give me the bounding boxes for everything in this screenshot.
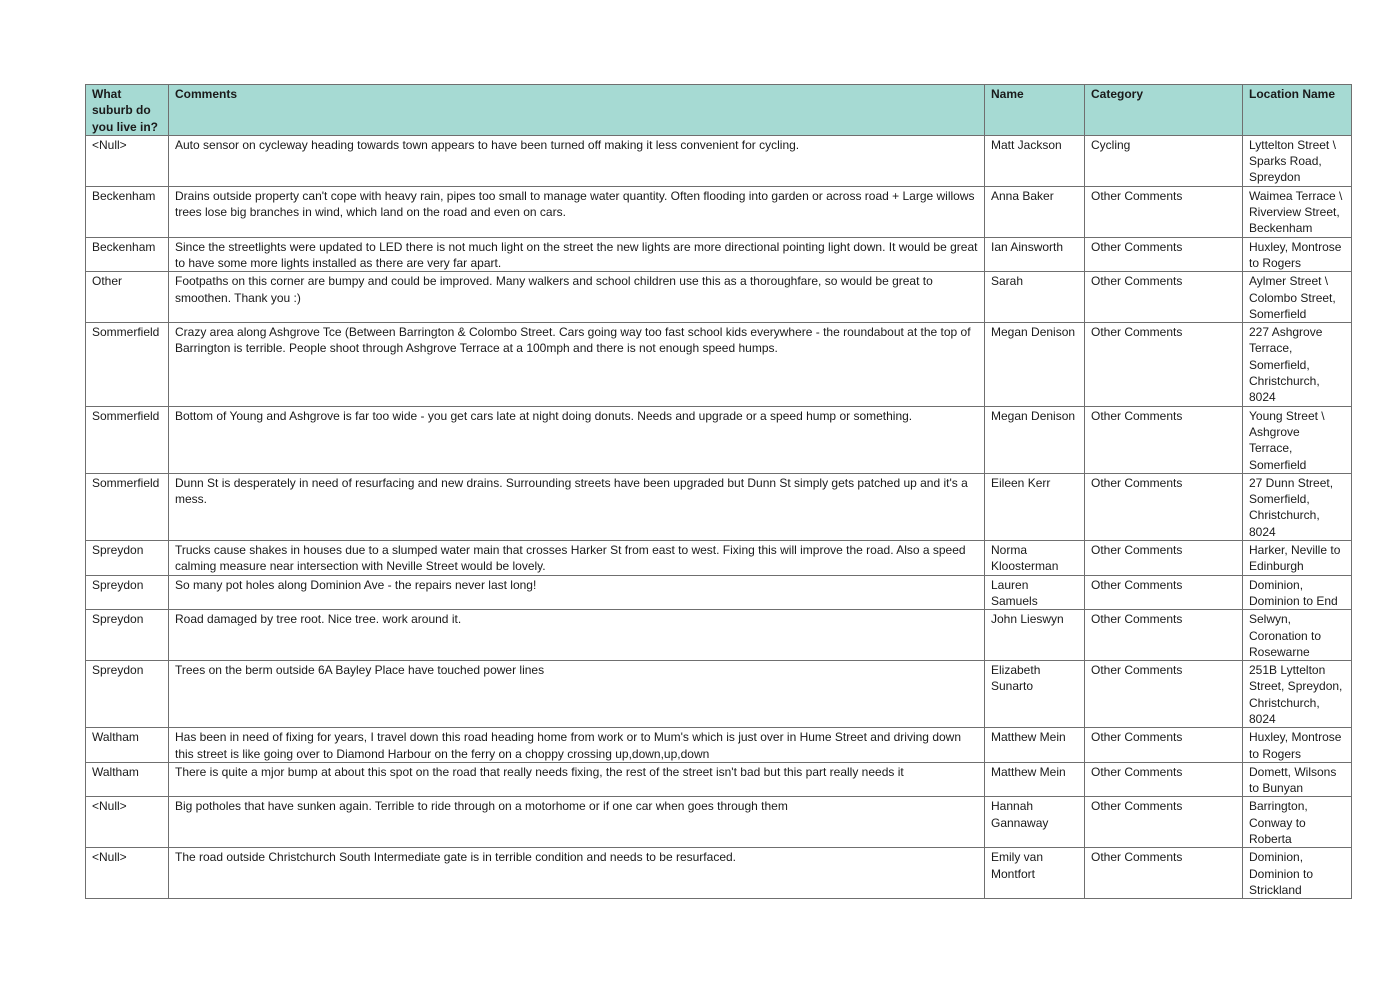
cell-comments: Crazy area along Ashgrove Tce (Between Barrington & Colombo Street. Cars going way too fast school kids everywhere - the roundabout at the top of Barrington is terrible. People shoot through Ashgrove Terrace at a 100mph and there is not enough speed humps. <box>169 323 985 406</box>
cell-suburb: <Null> <box>86 135 169 186</box>
table-row <box>86 237 1352 272</box>
cell-category: Other Comments <box>1085 797 1243 848</box>
cell-suburb: Beckenham <box>86 237 169 272</box>
cell-comments: Auto sensor on cycleway heading towards town appears to have been turned off making it less convenient for cycling. <box>169 135 985 186</box>
cell-comments: Trees on the berm outside 6A Bayley Place have touched power lines <box>169 661 985 728</box>
cell-name: Emily van Montfort <box>985 848 1085 899</box>
cell-comments: There is quite a mjor bump at about this spot on the road that really needs fixing, the rest of the street isn't bad but this part really needs it <box>169 762 985 797</box>
cell-location: 227 Ashgrove Terrace, Somerfield, Christchurch, 8024 <box>1243 323 1352 406</box>
table-row <box>86 135 1352 186</box>
cell-name: Matthew Mein <box>985 728 1085 763</box>
table-row <box>86 473 1352 540</box>
cell-category: Other Comments <box>1085 406 1243 473</box>
cell-category: Other Comments <box>1085 323 1243 406</box>
cell-comments: Footpaths on this corner are bumpy and could be improved. Many walkers and school children use this as a thoroughfare, so would be great to smoothen. Thank you :) <box>169 272 985 323</box>
cell-suburb: Beckenham <box>86 186 169 237</box>
cell-name: Matt Jackson <box>985 135 1085 186</box>
cell-location: Aylmer Street \ Colombo Street, Somerfield <box>1243 272 1352 323</box>
cell-suburb: <Null> <box>86 797 169 848</box>
cell-suburb: Waltham <box>86 762 169 797</box>
cell-comments: Since the streetlights were updated to LED there is not much light on the street the new lights are more directional pointing light down. It would be great to have some more lights installed as there are very far apart. <box>169 237 985 272</box>
table-row <box>86 797 1352 848</box>
cell-category: Other Comments <box>1085 661 1243 728</box>
cell-suburb: Other <box>86 272 169 323</box>
cell-name: Megan Denison <box>985 406 1085 473</box>
cell-location: Huxley, Montrose to Rogers <box>1243 237 1352 272</box>
cell-name: Megan Denison <box>985 323 1085 406</box>
cell-name: Anna Baker <box>985 186 1085 237</box>
table-row <box>86 762 1352 797</box>
cell-name: Norma Kloosterman <box>985 541 1085 576</box>
cell-name: Eileen Kerr <box>985 473 1085 540</box>
cell-comments: Drains outside property can't cope with heavy rain, pipes too small to manage water quantity. Often flooding into garden or across road + Large willows trees lose big branches in wind, which land on the road and even on cars. <box>169 186 985 237</box>
cell-location: Young Street \ Ashgrove Terrace, Somerfield <box>1243 406 1352 473</box>
cell-location: Lyttelton Street \ Sparks Road, Spreydon <box>1243 135 1352 186</box>
cell-location: 251B Lyttelton Street, Spreydon, Christchurch, 8024 <box>1243 661 1352 728</box>
cell-category: Other Comments <box>1085 848 1243 899</box>
cell-name: Ian Ainsworth <box>985 237 1085 272</box>
cell-comments: Has been in need of fixing for years, I travel down this road heading home from work or to Mum's which is just over in Hume Street and driving down this street is like going over to Diamond Harbour on the ferry on a choppy crossing up,down,up,down <box>169 728 985 763</box>
cell-comments: Dunn St is desperately in need of resurfacing and new drains. Surrounding streets have been upgraded but Dunn St simply gets patched up and it's a mess. <box>169 473 985 540</box>
cell-suburb: Spreydon <box>86 541 169 576</box>
cell-suburb: Sommerfield <box>86 323 169 406</box>
cell-location: 27 Dunn Street, Somerfield, Christchurch, 8024 <box>1243 473 1352 540</box>
table-row <box>86 661 1352 728</box>
cell-category: Other Comments <box>1085 575 1243 610</box>
cell-name: Elizabeth Sunarto <box>985 661 1085 728</box>
cell-suburb: Spreydon <box>86 661 169 728</box>
table-row <box>86 728 1352 763</box>
table-row <box>86 272 1352 323</box>
cell-category: Cycling <box>1085 135 1243 186</box>
cell-location: Huxley, Montrose to Rogers <box>1243 728 1352 763</box>
cell-comments: Trucks cause shakes in houses due to a slumped water main that crosses Harker St from east to west. Fixing this will improve the road. Also a speed calming measure near intersection with Neville Street would be lovely. <box>169 541 985 576</box>
header-name: Name <box>985 85 1085 136</box>
cell-suburb: Waltham <box>86 728 169 763</box>
cell-comments: Bottom of Young and Ashgrove is far too wide - you get cars late at night doing donuts. Needs and upgrade or a speed hump or something. <box>169 406 985 473</box>
header-category: Category <box>1085 85 1243 136</box>
cell-category: Other Comments <box>1085 728 1243 763</box>
header-row <box>86 85 1352 136</box>
table-row <box>86 406 1352 473</box>
cell-category: Other Comments <box>1085 610 1243 661</box>
table-row <box>86 848 1352 899</box>
table-row <box>86 610 1352 661</box>
cell-location: Dominion, Dominion to End <box>1243 575 1352 610</box>
table-row <box>86 186 1352 237</box>
table-row <box>86 323 1352 406</box>
cell-location: Harker, Neville to Edinburgh <box>1243 541 1352 576</box>
header-comments: Comments <box>169 85 985 136</box>
cell-suburb: <Null> <box>86 848 169 899</box>
cell-comments: The road outside Christchurch South Intermediate gate is in terrible condition and needs to be resurfaced. <box>169 848 985 899</box>
cell-suburb: Spreydon <box>86 610 169 661</box>
cell-category: Other Comments <box>1085 237 1243 272</box>
document-page <box>85 84 1351 899</box>
cell-name: John Lieswyn <box>985 610 1085 661</box>
header-location: Location Name <box>1243 85 1352 136</box>
cell-category: Other Comments <box>1085 186 1243 237</box>
cell-category: Other Comments <box>1085 272 1243 323</box>
cell-category: Other Comments <box>1085 762 1243 797</box>
cell-location: Domett, Wilsons to Bunyan <box>1243 762 1352 797</box>
cell-suburb: Spreydon <box>86 575 169 610</box>
cell-name: Sarah <box>985 272 1085 323</box>
table-body <box>86 135 1352 898</box>
header-suburb: What suburb do you live in? <box>86 85 169 136</box>
cell-location: Selwyn, Coronation to Rosewarne <box>1243 610 1352 661</box>
cell-name: Lauren Samuels <box>985 575 1085 610</box>
table-header <box>86 85 1352 136</box>
cell-category: Other Comments <box>1085 541 1243 576</box>
table-row <box>86 575 1352 610</box>
cell-name: Matthew Mein <box>985 762 1085 797</box>
cell-category: Other Comments <box>1085 473 1243 540</box>
table-row <box>86 541 1352 576</box>
cell-comments: Road damaged by tree root. Nice tree. work around it. <box>169 610 985 661</box>
cell-comments: Big potholes that have sunken again. Terrible to ride through on a motorhome or if one car when goes through them <box>169 797 985 848</box>
comments-table <box>85 84 1352 899</box>
cell-name: Hannah Gannaway <box>985 797 1085 848</box>
cell-comments: So many pot holes along Dominion Ave - the repairs never last long! <box>169 575 985 610</box>
cell-location: Barrington, Conway to Roberta <box>1243 797 1352 848</box>
cell-location: Dominion, Dominion to Strickland <box>1243 848 1352 899</box>
cell-suburb: Sommerfield <box>86 473 169 540</box>
cell-location: Waimea Terrace \ Riverview Street, Beckenham <box>1243 186 1352 237</box>
cell-suburb: Sommerfield <box>86 406 169 473</box>
